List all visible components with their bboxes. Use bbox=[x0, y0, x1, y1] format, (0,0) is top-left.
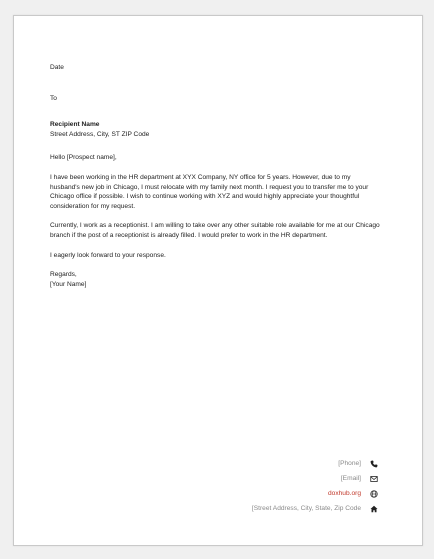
date-line: Date bbox=[50, 64, 64, 71]
footer-phone-row bbox=[252, 456, 378, 471]
paragraph-1: I have been working in the HR department at XYX Company, NY office for 5 years. However, due to my husband's new job in Chicago, I must relocate with my family next month. I request you to transfer me to your Chicago office if possible. I wish to continue working with XYZ and would highly appreciate your thoughtful consideration for my request. bbox=[50, 173, 369, 210]
letter-body bbox=[50, 63, 380, 289]
document-page bbox=[13, 15, 423, 546]
phone-icon bbox=[369, 459, 378, 468]
signature: [Your Name] bbox=[50, 280, 87, 288]
globe-icon bbox=[369, 489, 378, 498]
recipient-address: Street Address, City, ST ZIP Code bbox=[50, 130, 150, 138]
footer-website-link[interactable]: doxhub.org bbox=[328, 490, 361, 497]
footer-address: [Street Address, City, State, Zip Code bbox=[251, 505, 361, 512]
footer-phone: [Phone] bbox=[338, 460, 361, 467]
paragraph-3: I eagerly look forward to your response. bbox=[50, 251, 166, 259]
footer-email: [Email] bbox=[340, 475, 361, 482]
closing: Regards, bbox=[50, 271, 77, 279]
footer-website-row bbox=[252, 486, 378, 501]
home-icon bbox=[369, 504, 378, 513]
greeting: Hello [Prospect name], bbox=[50, 154, 117, 162]
paragraph-2: Currently, I work as a receptionist. I am willing to take over any other suitable role available for me at our Chicago branch if the post of a receptionist is already filled. I would prefer to work in the HR department. bbox=[50, 222, 380, 239]
contact-footer bbox=[252, 456, 378, 516]
envelope-icon bbox=[369, 474, 378, 483]
footer-email-row bbox=[252, 471, 378, 486]
to-line: To bbox=[50, 94, 57, 102]
footer-address-row bbox=[252, 501, 378, 516]
recipient-name: Recipient Name bbox=[50, 121, 100, 129]
